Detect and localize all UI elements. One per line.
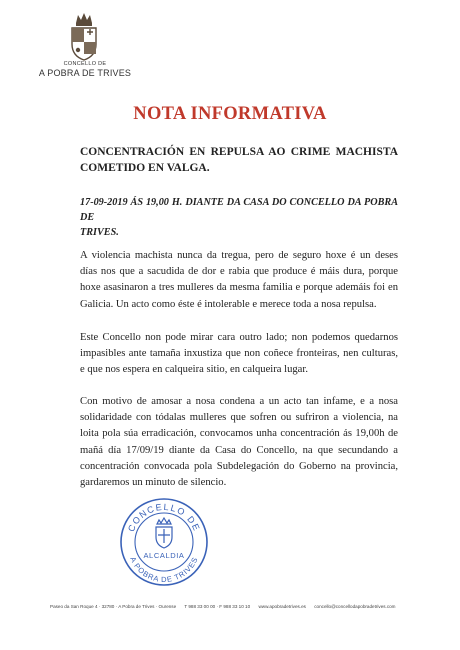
headline [80, 144, 398, 176]
municipal-crest-icon [64, 10, 104, 66]
body-paragraph [80, 394, 398, 491]
event-date-location [80, 195, 398, 240]
svg-text:CONCELLO DE: CONCELLO DE [125, 501, 203, 534]
municipality-name: A POBRA DE TRIVES [38, 68, 132, 78]
body-paragraph [80, 330, 398, 379]
paragraph-line: solidaridade con tódalas mulleres que sofren ou sufriron a violencia, na [80, 412, 398, 424]
footer-address: Paseo da San Roque 4 · 32780 · A Pobra de Trives · Ourense [50, 604, 177, 609]
paragraph-line: días nos que a sacudida de dor e rabia que produce é máis dura, porque [80, 266, 398, 278]
headline-line: COMETIDO EN VALGA. [80, 162, 210, 174]
paragraph-line: loita pola súa erradicación, convocamos unha concentración ás 19,00h de [80, 428, 398, 440]
official-seal-stamp [118, 496, 210, 588]
paragraph-line: impasibles ante tamaña inxustiza que non coñece fronteiras, nen culturas, [80, 348, 398, 360]
paragraph-line: concentración convocada pola Subdelegación do Goberno na provincia, [80, 460, 398, 472]
paragraph-line: A violencia machista nunca da tregua, pero de seguro hoxe é un deses [80, 250, 398, 261]
event-line: TRIVES. [80, 227, 119, 238]
municipality-label-small: CONCELLO DE [63, 61, 107, 67]
event-line: 17-09-2019 ÁS 19,00 H. DIANTE DA CASA DO CONCELLO DA POBRA DE [80, 197, 398, 223]
document-title: NOTA INFORMATIVA [133, 104, 327, 124]
paragraph-line: e que nos espera en calqueira sitio, en calqueira lugar. [80, 364, 308, 376]
footer-contact [50, 604, 430, 609]
svg-text:A POBRA DE TRIVES: A POBRA DE TRIVES [128, 555, 200, 585]
paragraph-line: Con motivo de amosar a nosa condena a un acto tan infame, e a nosa [80, 396, 398, 407]
footer-email-link[interactable]: concello@concellodapobradetrives.com [314, 604, 396, 609]
headline-line: CONCENTRACIÓN EN REPULSA AO CRIME MACHISTA [80, 146, 398, 158]
paragraph-line: Este Concello non pode mirar cara outro lado; non podemos quedarnos [80, 332, 398, 343]
paragraph-line: hoxe asasinaron a tres mulleres da mesma familia e porque ademáis foi en [80, 282, 398, 294]
body-paragraph [80, 248, 398, 313]
paragraph-line: Galicia. Un acto como éste é intolerable e merece toda a nosa repulsa. [80, 298, 377, 310]
svg-text:ALCALDIA: ALCALDIA [143, 551, 185, 560]
footer-website-link[interactable]: www.apobradetrives.es [258, 604, 306, 609]
paragraph-line: gardaremos un minuto de silencio. [80, 477, 227, 489]
footer-phone: T 988 33 00 00 · F 988 33 10 10 [184, 604, 251, 609]
paragraph-line: mañá día 17/09/19 diante da Casa do Concello, na que secundando a [80, 444, 398, 456]
